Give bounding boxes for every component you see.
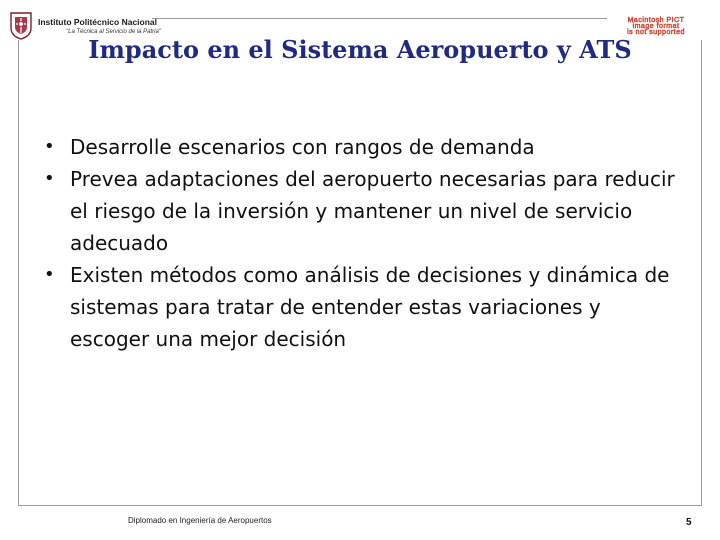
logo-name: Instituto Politécnico Nacional [38, 17, 158, 27]
bullet-icon: • [44, 264, 55, 285]
bullet-list [44, 131, 684, 355]
bullet-text: Existen métodos como análisis de decisiones y dinámica de sistemas para tratar de entender estas variaciones y escoger una mejor decisión [70, 263, 670, 351]
slide-title: Impacto en el Sistema Aeropuerto y ATS [88, 35, 632, 64]
placeholder-line: image format [632, 23, 680, 30]
frame-right-line [701, 40, 702, 505]
bullet-item [44, 163, 684, 259]
bullet-text: Prevea adaptaciones del aeropuerto necesarias para reducir el riesgo de la inversión y mantener un nivel de servicio adecuado [70, 167, 675, 255]
frame-top-line [152, 18, 607, 19]
bullet-icon: • [44, 136, 55, 157]
placeholder-line: Macintosh PICT [627, 17, 685, 24]
frame-left-line [18, 40, 19, 505]
bullet-icon: • [44, 168, 55, 189]
logo-motto: "La Técnica al Servicio de la Patria" [66, 29, 161, 35]
footer-text: Diplomado en Ingeniería de Aeropuertos [128, 516, 272, 525]
ipn-emblem-icon [8, 10, 34, 40]
bullet-text: Desarrolle escenarios con rangos de demanda [70, 135, 535, 159]
page-number: 5 [686, 517, 692, 528]
frame-bottom-line [18, 505, 702, 506]
placeholder-line: is not supported [627, 29, 685, 36]
bullet-item [44, 259, 684, 355]
bullet-item [44, 131, 684, 163]
